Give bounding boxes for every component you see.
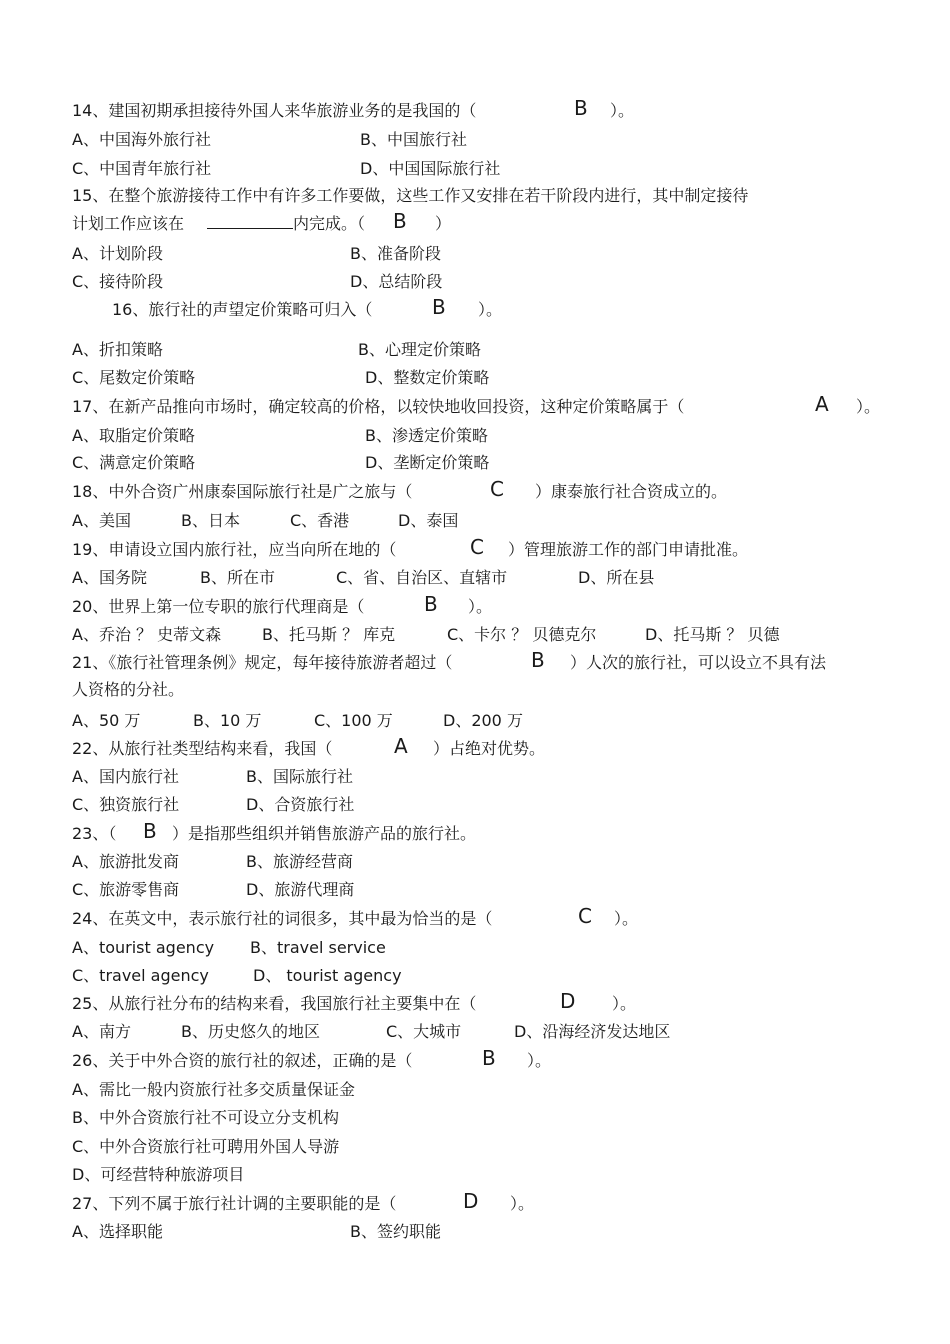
question-text: 23、（ [72,824,117,843]
question-14 [0,96,635,123]
question-text: 14、建国初期承担接待外国人来华旅游业务的是我国的（ [72,101,477,120]
answer-letter: B [531,648,545,672]
answer-letter: B [143,819,157,843]
option-c: C、接待阶段 [72,272,164,291]
question-text-end: ）。 [510,1194,535,1213]
option-c: C、香港 [290,511,350,530]
question-text-end: ）人次的旅行社，可以设立不具有法 [570,653,827,672]
option-b: B、中外合资旅行社不可设立分支机构 [72,1108,339,1127]
option-a: A、美国 [72,511,131,530]
option-d: D、中国国际旅行社 [360,159,501,178]
option-c: C、100 万 [314,711,393,730]
option-c: C、尾数定价策略 [72,368,196,387]
question-text-end: ）。 [856,397,881,416]
question-18 [0,477,728,504]
option-b: B、准备阶段 [350,244,441,263]
question-text-end: ）是指那些组织并销售旅游产品的旅行社。 [172,824,477,843]
option-b: B、日本 [181,511,240,530]
option-d: D、托马斯 ？ 贝德 [645,625,780,644]
question-text-end: ）。 [610,101,635,120]
question-20 [0,592,493,619]
answer-letter: D [463,1189,479,1213]
question-text: 22、从旅行社类型结构来看，我国（ [72,739,333,758]
option-d: D、所在县 [578,568,655,587]
question-text: 18、中外合资广州康泰国际旅行社是广之旅与（ [72,482,413,501]
option-b: B、心理定价策略 [358,340,481,359]
option-c: C、中国青年旅行社 [72,159,212,178]
option-d: D、泰国 [398,511,459,530]
question-25 [0,989,637,1016]
option-a: A、取脂定价策略 [72,426,195,445]
question-text: 15、在整个旅游接待工作中有许多工作要做，这些工作又安排在若干阶段内进行，其中制定接待 [72,186,749,205]
question-text: 16、旅行社的声望定价策略可归入（ [112,300,373,319]
option-a: A、国务院 [72,568,147,587]
option-b: B、所在市 [200,568,275,587]
question-15-cont [0,209,452,236]
question-24 [0,904,639,931]
question-text-end: ）。 [614,909,639,928]
option-d: D、总结阶段 [350,272,443,291]
question-text: 21、《旅行社管理条例》规定，每年接待旅游者超过（ [72,653,453,672]
answer-letter: A [394,734,408,758]
question-17 [0,392,881,419]
option-d: D、垄断定价策略 [365,453,490,472]
question-text-end: ）。 [612,994,637,1013]
question-text-end: ） [435,214,452,233]
answer-letter: B [482,1046,496,1070]
option-a: A、tourist agency [72,938,215,957]
question-16 [0,295,503,322]
option-a: A、选择职能 [72,1222,163,1241]
answer-letter: C [578,904,592,928]
question-text: 25、从旅行社分布的结构来看，我国旅行社主要集中在（ [72,994,477,1013]
option-a: A、50 万 [72,711,141,730]
question-text: 人资格的分社。 [72,680,185,699]
option-a: A、需比一般内资旅行社多交质量保证金 [72,1080,355,1099]
question-text: 17、在新产品推向市场时，确定较高的价格，以较快地收回投资，这种定价策略属于（ [72,397,685,416]
question-text-end: ）。 [468,597,493,616]
option-b: B、历史悠久的地区 [181,1022,320,1041]
option-d: D、沿海经济发达地区 [514,1022,671,1041]
option-b: B、国际旅行社 [246,767,353,786]
option-a: A、折扣策略 [72,340,163,359]
question-22 [0,734,546,761]
option-c: C、大城市 [386,1022,462,1041]
option-d: D、 tourist agency [253,966,402,985]
option-b: B、10 万 [193,711,262,730]
question-text: 19、申请设立国内旅行社，应当向所在地的（ [72,540,397,559]
option-b: B、渗透定价策略 [365,426,488,445]
option-a: A、国内旅行社 [72,767,179,786]
option-a: A、旅游批发商 [72,852,179,871]
question-text: 24、在英文中，表示旅行社的词很多，其中最为恰当的是（ [72,909,493,928]
question-26 [0,1046,552,1073]
question-text: 计划工作应该在 [72,214,185,233]
question-23 [0,819,477,846]
option-d: D、旅游代理商 [246,880,355,899]
question-text-end: ）。 [527,1051,552,1070]
option-d: D、整数定价策略 [365,368,490,387]
answer-letter: B [574,96,588,120]
answer-letter: C [470,535,484,559]
option-b: B、签约职能 [350,1222,441,1241]
question-text: 20、世界上第一位专职的旅行代理商是（ [72,597,365,616]
answer-blank [205,214,295,234]
option-b: B、旅游经营商 [246,852,353,871]
option-b: B、travel service [250,938,386,957]
answer-letter: B [424,592,438,616]
question-text: 27、下列不属于旅行社计调的主要职能的是（ [72,1194,397,1213]
question-text-end: ）管理旅游工作的部门申请批准。 [508,540,749,559]
option-b: B、中国旅行社 [360,130,467,149]
option-a: A、计划阶段 [72,244,163,263]
question-text-mid: 内完成。（ [293,214,366,233]
question-text: 26、关于中外合资的旅行社的叙述，正确的是（ [72,1051,413,1070]
option-d: D、可经营特种旅游项目 [72,1165,245,1184]
question-27 [0,1189,535,1216]
option-d: D、200 万 [443,711,523,730]
question-19 [0,535,749,562]
option-a: A、中国海外旅行社 [72,130,211,149]
answer-letter: B [432,295,446,319]
option-c: C、满意定价策略 [72,453,196,472]
option-c: C、travel agency [72,966,209,985]
question-text-end: ）占绝对优势。 [433,739,546,758]
option-a: A、南方 [72,1022,131,1041]
question-text-end: ）。 [478,300,503,319]
question-21 [0,648,827,675]
option-c: C、中外合资旅行社可聘用外国人导游 [72,1137,340,1156]
answer-letter: A [815,392,829,416]
answer-letter: C [490,477,504,501]
option-d: D、合资旅行社 [246,795,355,814]
option-c: C、卡尔 ？ 贝德克尔 [447,625,597,644]
option-c: C、独资旅行社 [72,795,180,814]
question-text-end: ）康泰旅行社合资成立的。 [535,482,728,501]
option-c: C、旅游零售商 [72,880,180,899]
option-b: B、托马斯 ？ 库克 [262,625,396,644]
answer-letter: D [560,989,576,1013]
option-a: A、乔治 ？ 史蒂文森 [72,625,222,644]
answer-letter: B [393,209,407,233]
option-c: C、省、自治区、直辖市 [336,568,508,587]
